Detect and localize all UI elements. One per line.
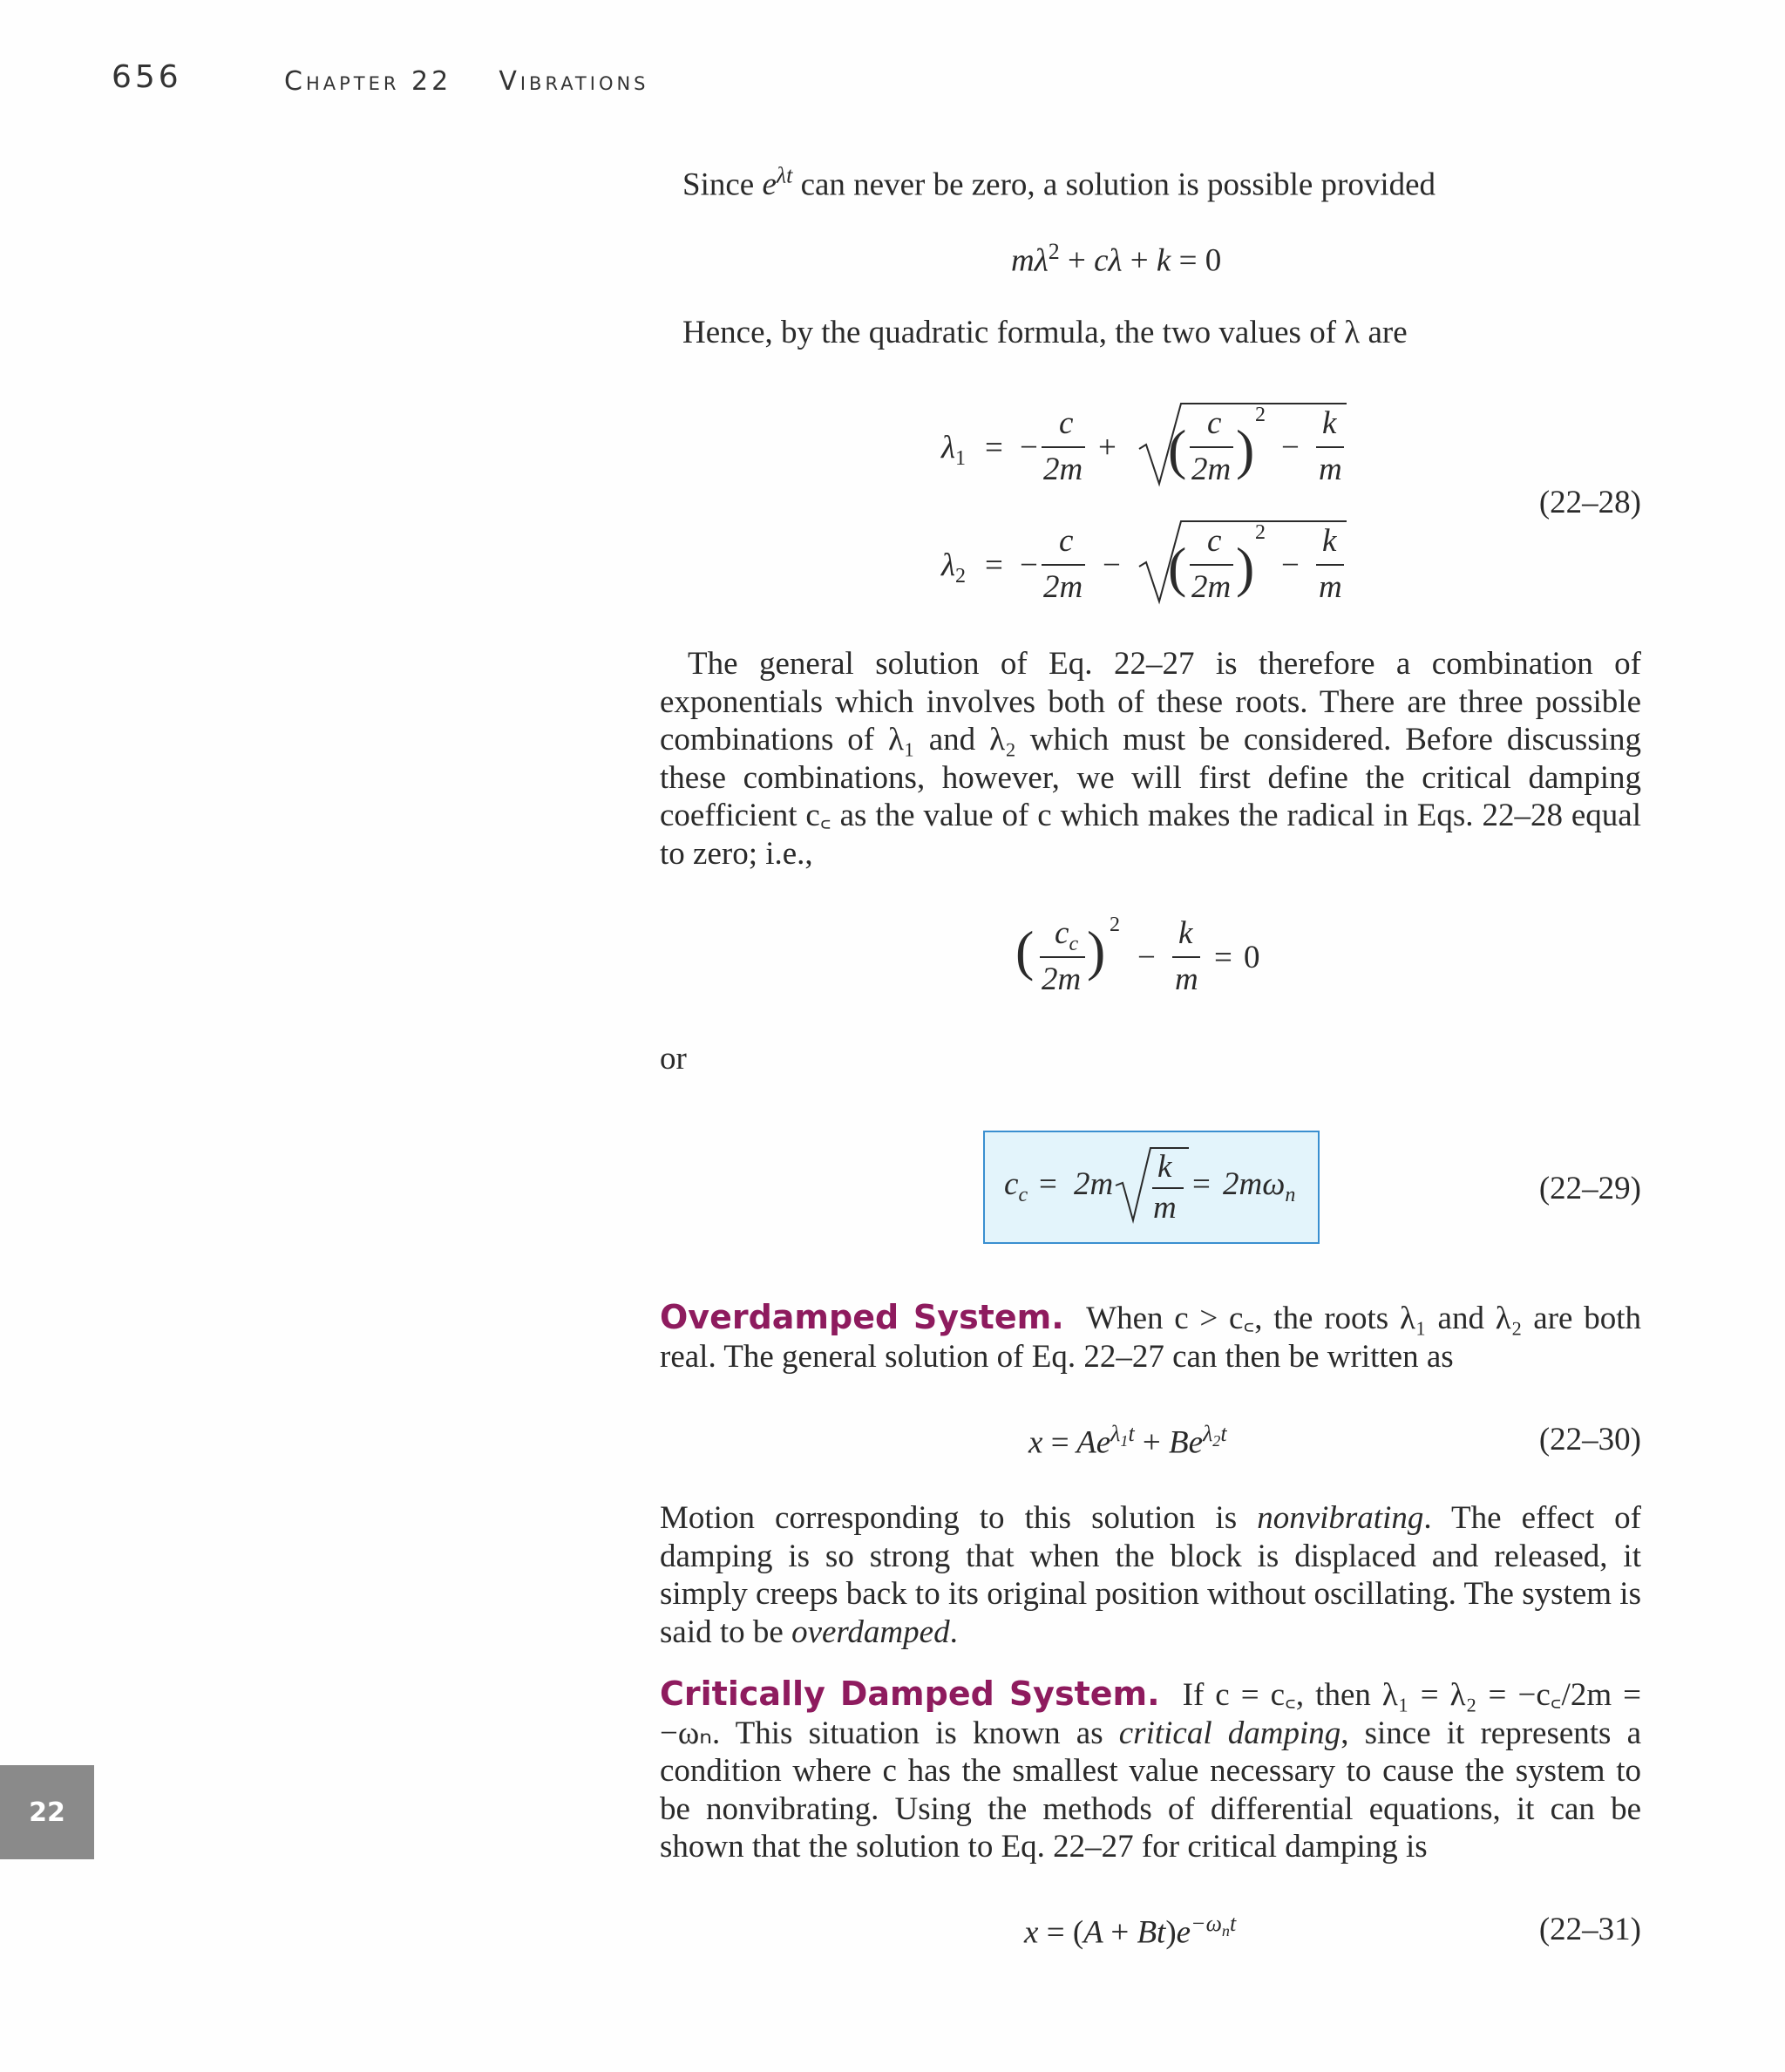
svg-text:m: m [1175, 961, 1198, 997]
svg-text:2mωn: $2m\omega_n$ [1223, 1166, 1296, 1206]
overdamped-solution-equation: $x = Ae^{\lambda_1t} + Be^{\lambda_2t}$ [1028, 1421, 1227, 1461]
svg-text:=: = [1214, 940, 1232, 975]
equation-number-31: (22–31) [1538, 1912, 1641, 1947]
svg-text:k: k [1157, 1149, 1172, 1185]
chapter-title: Vibrations [499, 66, 649, 97]
svg-text:−: − [1020, 547, 1038, 583]
critical-condition-equation [1015, 907, 1303, 1011]
svg-text:(: ( [1015, 920, 1035, 982]
svg-text:2: 2 [1110, 914, 1120, 936]
svg-text:−: − [1103, 547, 1121, 583]
general-solution-paragraph [660, 645, 1641, 873]
motion-emphasis-nonvibrating: nonvibrating [1257, 1500, 1424, 1536]
svg-text:2: 2 [1255, 521, 1266, 544]
overdamped-text: When c > c꜀, the roots λ₁ and λ₂ are both real. The general solution of Eq. 22–27 can then be written as [660, 1301, 1642, 1375]
svg-text:+: + [1098, 430, 1116, 465]
svg-text:2m: 2m [1042, 961, 1082, 997]
general-solution-text: The general solution of Eq. 22–27 is therefore a combination of exponentials which involves both of these roots. There are three possible combinations of λ₁ and λ₂ which must be considered. Before discussing these combinations, however, we will first define the critical damping coefficient c꜀ as the value of c which makes the radical in Eqs. 22–28 equal to zero; i.e., [660, 646, 1641, 872]
chapter-label: Chapter 22 [284, 66, 452, 97]
svg-text:2: 2 [1255, 404, 1266, 426]
equation-number-29: (22–29) [1538, 1171, 1641, 1206]
svg-text:−: − [1281, 547, 1300, 583]
svg-text:2m: 2m [1074, 1166, 1114, 1202]
svg-text:=: = [1039, 1166, 1057, 1202]
intro-line [682, 157, 1435, 204]
chapter-side-tab: 22 [0, 1765, 94, 1859]
critical-damping-emphasis: critical damping [1118, 1715, 1341, 1751]
svg-text:k: k [1322, 405, 1337, 441]
svg-text:0: 0 [1244, 940, 1260, 975]
critical-damping-coefficient-equation [994, 1138, 1325, 1233]
svg-text:m: m [1319, 569, 1342, 605]
lambda-2-label: $\lambda_2$ [941, 547, 967, 588]
svg-text:2m: 2m [1043, 452, 1083, 487]
running-header [284, 66, 649, 97]
svg-text:=: = [1192, 1166, 1211, 1202]
svg-text:k: k [1322, 523, 1337, 559]
critically-damped-text-b: , since it represents a condition where c has the smallest value necessary to cause the system to be nonvibrating. Using the methods of differential equations, it can be shown that the solution to Eq. 22–27 for critical damping is [660, 1715, 1641, 1865]
motion-text-a: Motion corresponding to this solution is [660, 1500, 1258, 1536]
page-number: 656 [112, 59, 182, 95]
intro-text-b: can never be zero, a solution is possible provided [792, 166, 1436, 203]
svg-text:=: = [985, 547, 1003, 583]
svg-text:cc: $c_c$ [1055, 915, 1079, 955]
overdamped-paragraph [660, 1299, 1641, 1376]
svg-text:cc: $c_c$ [1004, 1166, 1028, 1206]
svg-text:−: − [1137, 940, 1156, 975]
svg-text:−: − [1020, 430, 1038, 465]
critically-damped-solution-equation: $x = (A + Bt)e^{-\omega_nt}$ [1024, 1911, 1237, 1951]
root-equations [933, 397, 1368, 615]
critically-damped-heading: Critically Damped System. [660, 1675, 1160, 1713]
svg-text:2m: 2m [1191, 452, 1232, 487]
overdamped-heading: Overdamped System. [660, 1298, 1064, 1336]
svg-text:): ) [1087, 920, 1106, 982]
svg-text:(: ( [1168, 418, 1187, 480]
svg-text:−: − [1281, 430, 1300, 465]
equation-number-30: (22–30) [1538, 1422, 1641, 1457]
svg-text:(: ( [1168, 536, 1187, 598]
characteristic-equation: $m\lambda^2 + c\lambda + k = 0$ [1011, 239, 1222, 279]
svg-text:): ) [1236, 536, 1255, 598]
lambda-1-label: $\lambda_1$ [941, 430, 967, 470]
svg-text:2m: 2m [1043, 569, 1083, 605]
svg-text:c: c [1059, 523, 1074, 559]
motion-text-c: . [949, 1613, 958, 1650]
equation-number-28: (22–28) [1538, 485, 1641, 520]
motion-emphasis-overdamped: overdamped [791, 1613, 950, 1650]
svg-text:c: c [1059, 405, 1074, 441]
motion-paragraph [660, 1499, 1641, 1651]
svg-text:): ) [1236, 418, 1255, 480]
motion-text-b: . The effect of damping is so strong that when the block is displaced and released, it simply creeps back to its original position without oscillating. The system is said to be [660, 1500, 1642, 1650]
svg-text:k: k [1178, 915, 1193, 951]
intro-text-a: Since [682, 166, 763, 203]
or-word: or [660, 1041, 687, 1077]
svg-text:m: m [1153, 1190, 1177, 1226]
svg-text:=: = [985, 430, 1003, 465]
svg-text:c: c [1207, 523, 1222, 559]
exponential-term: $e^{\lambda t}$ [762, 163, 793, 203]
svg-text:c: c [1207, 405, 1222, 441]
critically-damped-paragraph [660, 1675, 1641, 1866]
critically-damped-text-a: If c = c꜀, then λ₁ = λ₂ = −c꜀/2m = −ωₙ. This situation is known as [660, 1677, 1641, 1751]
svg-text:2m: 2m [1191, 569, 1232, 605]
svg-text:m: m [1319, 452, 1342, 487]
quadratic-line: Hence, by the quadratic formula, the two values of λ are [682, 315, 1408, 350]
